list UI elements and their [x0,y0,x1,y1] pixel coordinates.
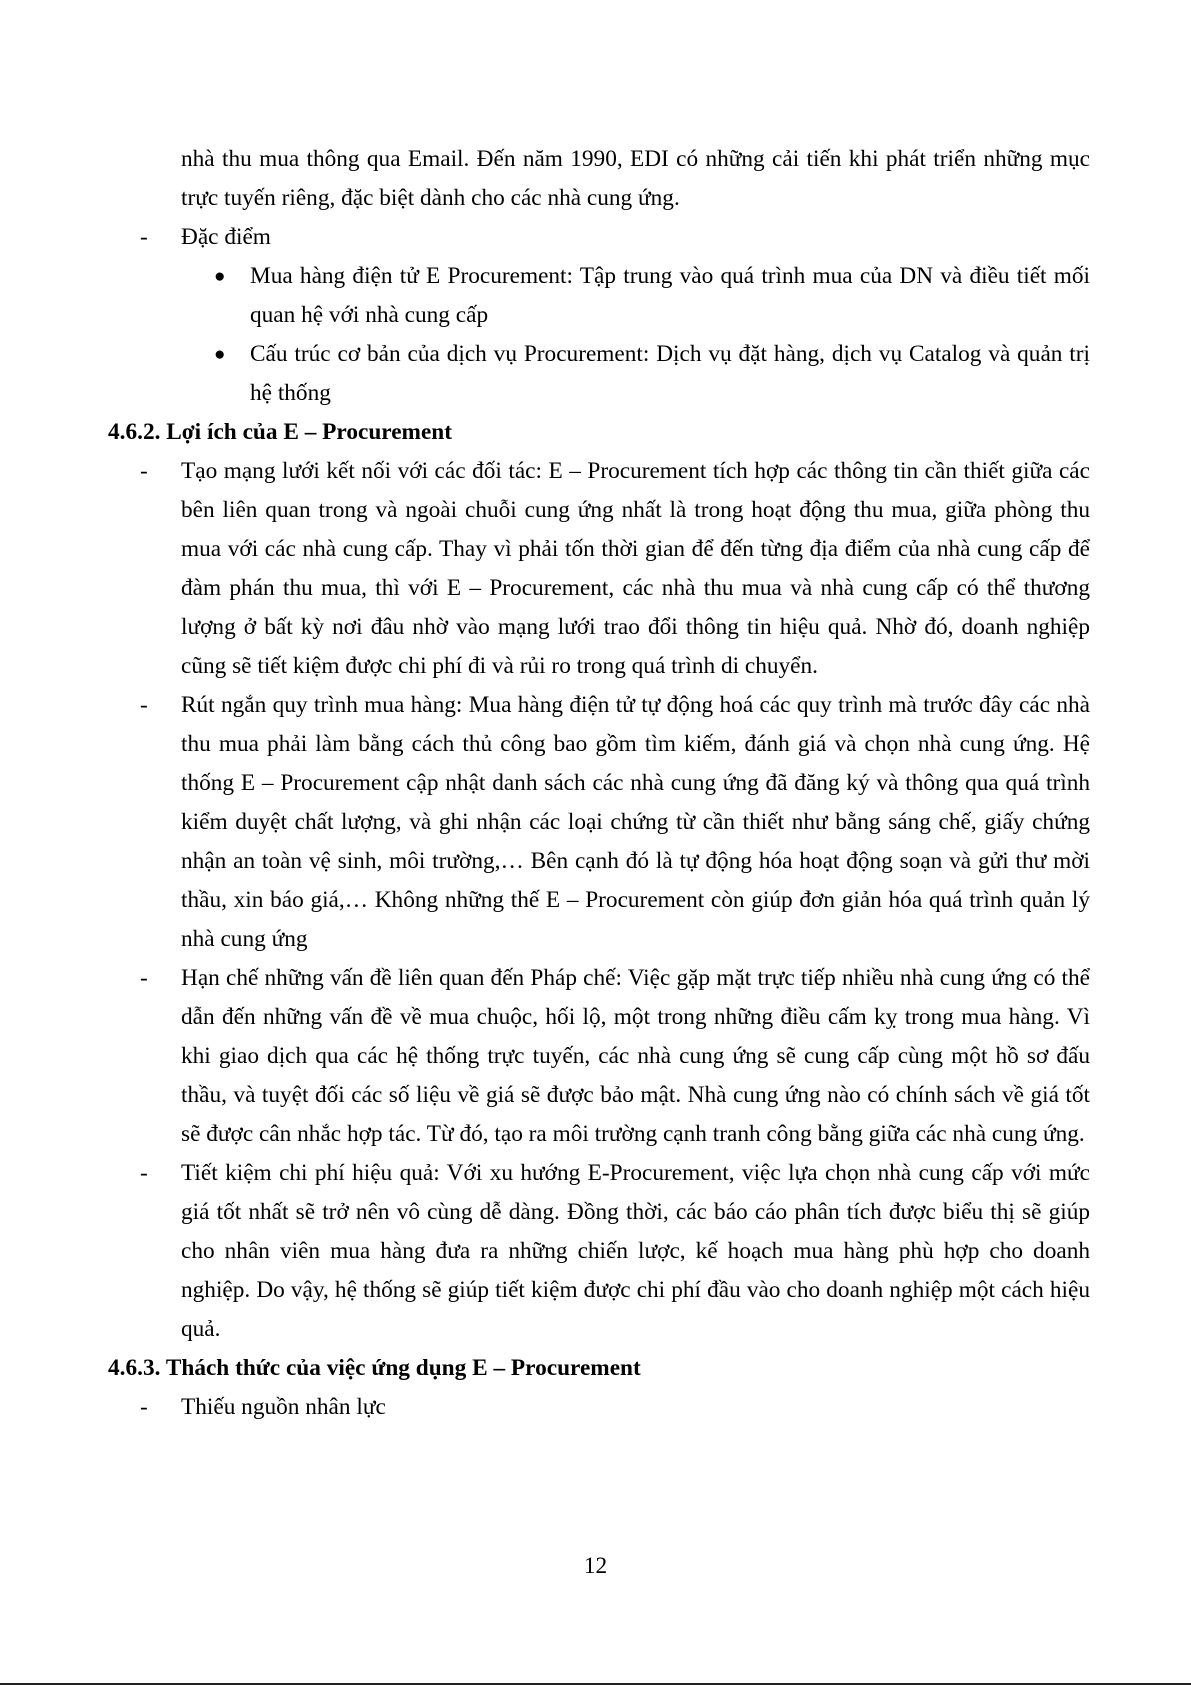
feature-bullet-item [108,335,1090,413]
page-number: 12 [583,1553,608,1579]
dash-marker: - [140,692,148,718]
benefit-item [108,686,1090,959]
features-label: Đặc điểm [181,224,271,250]
dash-marker: - [140,965,148,991]
benefit-text: Rút ngắn quy trình mua hàng: Mua hàng điện tử tự động hoá các quy trình mà trước đây các nhà thu mua phải làm bằng cách thủ công bao gồm tìm kiếm, đánh giá và chọn nhà cung ứng. Hệ thống E – Procurement cập nhật danh sách các nhà cung ứng đã đăng ký và thông qua quá trình kiểm duyệt chất lượng, và ghi nhận các loại chứng từ cần thiết như bằng sáng chế, giấy chứng nhận an toàn vệ sinh, môi trường,… Bên cạnh đó là tự động hóa hoạt động soạn và gửi thư mời thầu, xin báo giá,… Không những thế E – Procurement còn giúp đơn giản hóa quá trình quản lý nhà cung ứng [181,692,1090,952]
benefit-item [108,1154,1090,1349]
benefit-text: Tạo mạng lưới kết nối với các đối tác: E – Procurement tích hợp các thông tin cần thiết giữa các bên liên quan trong và ngoài chuỗi cung ứng nhất là trong hoạt động thu mua, giữa phòng thu mua với các nhà cung cấp. Thay vì phải tốn thời gian để đến từng địa điểm của nhà cung cấp để đàm phán thu mua, thì với E – Procurement, các nhà thu mua và nhà cung cấp có thể thương lượng ở bất kỳ nơi đâu nhờ vào mạng lưới trao đổi thông tin hiệu quả. Nhờ đó, doanh nghiệp cũng sẽ tiết kiệm được chi phí đi và rủi ro trong quá trình di chuyển. [181,458,1090,679]
feature-bullet-item [108,257,1090,335]
section-heading-4-6-2: 4.6.2. Lợi ích của E – Procurement [108,419,452,445]
benefit-item [108,959,1090,1154]
dash-marker: - [140,1160,148,1186]
features-item [108,218,1090,257]
feature-bullet-text: Mua hàng điện tử E Procurement: Tập trung vào quá trình mua của DN và điều tiết mối quan hệ với nhà cung cấp [250,263,1090,328]
dash-marker: - [140,458,148,484]
page-body [108,140,1090,1427]
dash-marker: - [140,224,148,250]
bullet-dot-icon: ● [214,344,226,365]
challenge-text: Thiếu nguồn nhân lực [181,1394,386,1420]
bullet-dot-icon: ● [214,266,226,287]
intro-continuation-paragraph: nhà thu mua thông qua Email. Đến năm 1990, EDI có những cải tiến khi phát triển những mục trực tuyến riêng, đặc biệt dành cho các nhà cung ứng. [181,146,1090,211]
section-heading-4-6-3: 4.6.3. Thách thức của việc ứng dụng E – Procurement [108,1355,641,1381]
feature-bullet-text: Cấu trúc cơ bản của dịch vụ Procurement: Dịch vụ đặt hàng, dịch vụ Catalog và quản trị hệ thống [250,341,1090,406]
benefit-item [108,452,1090,686]
benefit-text: Hạn chế những vấn đề liên quan đến Pháp chế: Việc gặp mặt trực tiếp nhiều nhà cung ứng có thể dẫn đến những vấn đề về mua chuộc, hối lộ, một trong những điều cấm kỵ trong mua hàng. Vì khi giao dịch qua các hệ thống trực tuyến, các nhà cung ứng sẽ cung cấp cùng một hồ sơ đấu thầu, và tuyệt đối các số liệu về giá sẽ được bảo mật. Nhà cung ứng nào có chính sách về giá tốt sẽ được cân nhắc hợp tác. Từ đó, tạo ra môi trường cạnh tranh công bằng giữa các nhà cung ứng. [181,965,1090,1147]
dash-marker: - [140,1394,148,1420]
benefit-text: Tiết kiệm chi phí hiệu quả: Với xu hướng E-Procurement, việc lựa chọn nhà cung cấp với mức giá tốt nhất sẽ trở nên vô cùng dễ dàng. Đồng thời, các báo cáo phân tích được biểu thị sẽ giúp cho nhân viên mua hàng đưa ra những chiến lược, kế hoạch mua hàng phù hợp cho doanh nghiệp. Do vậy, hệ thống sẽ giúp tiết kiệm được chi phí đầu vào cho doanh nghiệp một cách hiệu quả. [181,1160,1090,1342]
challenge-item [108,1388,1090,1427]
